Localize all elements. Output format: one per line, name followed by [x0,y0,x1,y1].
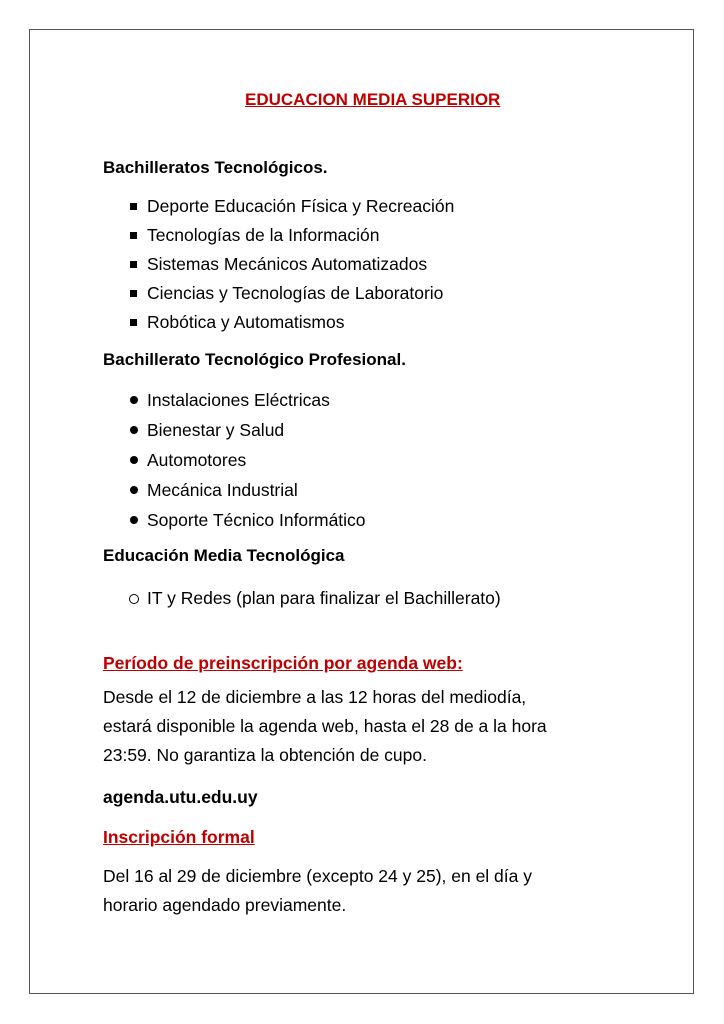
paragraph-line: horario agendado previamente. [103,895,347,915]
heading-educacion-media-tecnologica: Educación Media Tecnológica [103,546,345,565]
heading-bachilleratos-tecnologicos: Bachilleratos Tecnológicos. [103,158,328,177]
round-bullet-icon [129,385,139,415]
list-item: Robótica y Automatismos [103,308,454,337]
round-bullet-icon [129,475,139,505]
list-bachillerato-tecnologico-profesional [103,385,366,535]
round-bullet-icon [129,445,139,475]
square-bullet-icon [129,279,139,308]
heading-preinscripcion: Período de preinscripción por agenda web: [103,653,463,673]
website-link[interactable]: agenda.utu.edu.uy [103,787,258,807]
heading-bachillerato-tecnologico-profesional: Bachillerato Tecnológico Profesional. [103,350,406,369]
list-item: Sistemas Mecánicos Automatizados [103,250,454,279]
list-educacion-media-tecnologica [103,584,501,613]
square-bullet-icon [129,192,139,221]
paragraph-preinscripcion [103,683,623,770]
square-bullet-icon [129,221,139,250]
paragraph-line: Del 16 al 29 de diciembre (excepto 24 y 25), en el día y [103,866,532,886]
list-item: Deporte Educación Física y Recreación [103,192,454,221]
list-item: Tecnologías de la Información [103,221,454,250]
list-item: Ciencias y Tecnologías de Laboratorio [103,279,454,308]
list-bachilleratos-tecnologicos [103,192,454,337]
hollow-bullet-icon [129,584,139,613]
round-bullet-icon [129,415,139,445]
list-item: Mecánica Industrial [103,475,366,505]
square-bullet-icon [129,308,139,337]
list-item: Instalaciones Eléctricas [103,385,366,415]
list-item: IT y Redes (plan para finalizar el Bachillerato) [103,584,501,613]
square-bullet-icon [129,250,139,279]
paragraph-inscripcion [103,862,623,920]
paragraph-line: Desde el 12 de diciembre a las 12 horas del mediodía, [103,687,527,707]
paragraph-line: 23:59. No garantiza la obtención de cupo. [103,745,427,765]
list-item: Bienestar y Salud [103,415,366,445]
heading-inscripcion-formal: Inscripción formal [103,827,255,847]
round-bullet-icon [129,505,139,535]
list-item: Automotores [103,445,366,475]
document-title: EDUCACION MEDIA SUPERIOR [245,90,501,109]
paragraph-line: estará disponible la agenda web, hasta el 28 de a la hora [103,716,547,736]
list-item: Soporte Técnico Informático [103,505,366,535]
